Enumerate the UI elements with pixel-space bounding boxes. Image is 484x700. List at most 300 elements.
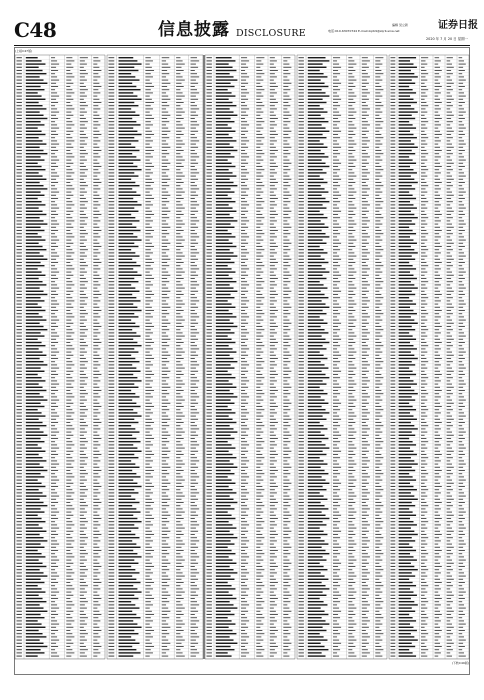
- table-cell-text: [299, 179, 304, 180]
- table-cell-text: [207, 137, 212, 138]
- table-cell-text: [241, 105, 247, 106]
- table-cell-text: [162, 169, 170, 170]
- table-cell-text: [145, 332, 153, 333]
- table-cell-text: [66, 348, 74, 349]
- table-cell-text: [26, 588, 42, 589]
- table-cell-text: [333, 300, 337, 301]
- table-cell-text: [348, 377, 352, 378]
- table-cell-text: [176, 403, 181, 404]
- table-cell-text: [256, 451, 260, 452]
- table-cell-text: [26, 76, 40, 77]
- table-cell-text: [80, 457, 88, 458]
- table-cell-text: [145, 134, 154, 135]
- table-cell-text: [207, 300, 212, 301]
- table-cell-text: [216, 371, 228, 372]
- table-cell-text: [256, 444, 261, 445]
- table-cell-text: [270, 432, 274, 433]
- table-cell-text: [362, 272, 367, 273]
- table-cell-text: [241, 137, 247, 138]
- table-cell-text: [207, 140, 212, 141]
- table-cell-text: [216, 380, 229, 381]
- table-cell-text: [216, 297, 235, 298]
- table-cell-text: [162, 364, 166, 365]
- table-cell-text: [51, 371, 56, 372]
- table-cell-text: [66, 249, 72, 250]
- table-cell-text: [93, 569, 98, 570]
- table-cell-text: [333, 112, 339, 113]
- table-cell-text: [93, 579, 99, 580]
- table-cell-text: [191, 310, 195, 311]
- table-cell-text: [176, 649, 180, 650]
- table-cell-text: [109, 259, 115, 260]
- table-cell-text: [308, 131, 330, 132]
- table-cell-text: [216, 246, 237, 247]
- table-cell-text: [145, 297, 150, 298]
- table-cell-text: [17, 179, 22, 180]
- table-cell-text: [308, 268, 326, 269]
- table-cell-text: [176, 345, 180, 346]
- table-cell-text: [66, 272, 71, 273]
- table-cell-text: [51, 451, 56, 452]
- table-cell-text: [308, 121, 329, 122]
- table-cell-text: [93, 201, 98, 202]
- table-cell-text: [119, 118, 133, 119]
- table-cell-text: [283, 374, 288, 375]
- table-cell-text: [93, 598, 101, 599]
- table-cell-text: [362, 380, 370, 381]
- table-cell-text: [162, 387, 171, 388]
- table-cell-text: [308, 60, 330, 61]
- table-cell-text: [109, 371, 115, 372]
- table-cell-text: [119, 364, 133, 365]
- table-cell-text: [333, 128, 339, 129]
- table-cell-text: [270, 374, 278, 375]
- table-cell-text: [119, 156, 137, 157]
- table-cell-text: [145, 195, 151, 196]
- table-cell-text: [26, 204, 46, 205]
- table-cell-text: [66, 595, 73, 596]
- table-cell-text: [207, 441, 212, 442]
- table-cell-text: [216, 579, 235, 580]
- table-cell-text: [333, 438, 338, 439]
- table-cell-text: [93, 134, 101, 135]
- table-cell-text: [256, 70, 262, 71]
- table-cell-text: [270, 454, 278, 455]
- table-cell-text: [333, 393, 340, 394]
- table-cell-text: [119, 620, 134, 621]
- table-cell-text: [145, 345, 150, 346]
- table-cell-text: [17, 403, 22, 404]
- table-cell-text: [93, 288, 97, 289]
- table-cell-text: [191, 489, 197, 490]
- table-cell-text: [17, 70, 22, 71]
- table-cell-text: [176, 124, 182, 125]
- table-cell-text: [256, 240, 263, 241]
- table-cell-text: [283, 300, 287, 301]
- table-cell-text: [93, 73, 98, 74]
- table-cell-text: [162, 451, 171, 452]
- table-cell-text: [241, 67, 248, 68]
- table-cell-text: [283, 99, 291, 100]
- table-cell-text: [109, 416, 115, 417]
- table-cell-text: [176, 259, 181, 260]
- table-cell-text: [17, 252, 22, 253]
- table-cell-text: [145, 358, 154, 359]
- table-cell-text: [93, 137, 98, 138]
- table-cell-text: [162, 400, 168, 401]
- table-cell-text: [176, 297, 180, 298]
- table-cell-text: [51, 617, 55, 618]
- table-cell-text: [51, 144, 59, 145]
- table-cell-text: [17, 300, 22, 301]
- table-cell-text: [216, 412, 236, 413]
- table-cell-text: [17, 192, 22, 193]
- table-cell-text: [241, 371, 248, 372]
- table-cell-text: [80, 531, 84, 532]
- table-cell-text: [362, 518, 366, 519]
- table-cell-text: [283, 64, 289, 65]
- table-cell-text: [299, 508, 304, 509]
- table-cell-text: [216, 92, 232, 93]
- table-cell-text: [119, 617, 141, 618]
- table-cell-text: [299, 67, 304, 68]
- table-cell-text: [162, 307, 171, 308]
- table-cell-text: [119, 73, 132, 74]
- table-cell-text: [26, 111, 40, 112]
- table-cell-text: [362, 217, 368, 218]
- table-cell-text: [375, 384, 382, 385]
- table-cell-text: [93, 188, 100, 189]
- table-cell-text: [162, 476, 166, 477]
- table-cell-text: [256, 611, 260, 612]
- table-cell-text: [256, 643, 260, 644]
- table-cell-text: [241, 633, 247, 634]
- table-cell-text: [93, 518, 101, 519]
- table-cell-text: [80, 598, 86, 599]
- table-cell-text: [66, 211, 73, 212]
- table-cell-text: [162, 342, 167, 343]
- table-cell-text: [333, 192, 339, 193]
- table-cell-text: [333, 121, 340, 122]
- table-cell-text: [51, 217, 55, 218]
- table-cell-text: [162, 147, 171, 148]
- table-cell-text: [162, 409, 170, 410]
- table-cell-text: [66, 118, 70, 119]
- table-cell-text: [162, 457, 170, 458]
- table-cell-text: [216, 406, 228, 407]
- table-cell-text: [256, 505, 264, 506]
- table-cell-text: [333, 233, 340, 234]
- table-cell-text: [93, 336, 97, 337]
- table-cell-text: [207, 502, 212, 503]
- table-cell-text: [26, 572, 44, 573]
- table-cell-text: [51, 195, 56, 196]
- table-cell-text: [109, 224, 115, 225]
- table-cell-text: [93, 400, 97, 401]
- table-cell-text: [26, 166, 42, 167]
- table-cell-text: [207, 652, 212, 653]
- table-cell-text: [119, 121, 137, 122]
- table-cell-text: [216, 364, 231, 365]
- table-cell-text: [308, 383, 327, 384]
- table-cell-text: [176, 361, 180, 362]
- table-cell-text: [93, 112, 97, 113]
- table-cell-text: [51, 377, 55, 378]
- table-cell-text: [270, 316, 277, 317]
- table-cell-text: [17, 515, 22, 516]
- table-cell-text: [375, 185, 383, 186]
- table-cell-text: [299, 419, 304, 420]
- table-cell-text: [270, 89, 275, 90]
- table-cell-text: [283, 480, 289, 481]
- table-cell-text: [51, 614, 58, 615]
- table-cell-text: [162, 598, 167, 599]
- table-cell-text: [93, 505, 98, 506]
- table-cell-text: [17, 134, 22, 135]
- table-cell-text: [256, 572, 261, 573]
- table-cell-text: [93, 89, 98, 90]
- table-cell-text: [162, 640, 168, 641]
- table-cell-text: [333, 323, 341, 324]
- table-cell-text: [362, 64, 367, 65]
- table-cell-text: [26, 444, 38, 445]
- table-cell-text: [93, 60, 100, 61]
- table-cell-text: [348, 502, 355, 503]
- table-cell-text: [191, 601, 197, 602]
- table-cell-text: [270, 444, 277, 445]
- table-cell-text: [66, 73, 72, 74]
- table-cell-text: [348, 505, 352, 506]
- table-cell-text: [362, 390, 366, 391]
- table-cell-text: [362, 371, 369, 372]
- table-cell-text: [119, 649, 137, 650]
- table-cell-text: [145, 467, 151, 468]
- table-cell-text: [17, 502, 22, 503]
- table-cell-text: [333, 435, 341, 436]
- table-cell-text: [109, 595, 115, 596]
- table-cell-text: [26, 540, 48, 541]
- table-cell-text: [207, 201, 212, 202]
- table-cell-text: [51, 192, 59, 193]
- table-cell-text: [308, 275, 323, 276]
- table-cell-text: [283, 112, 289, 113]
- table-cell-text: [256, 441, 264, 442]
- table-cell-text: [176, 275, 181, 276]
- table-cell-text: [283, 291, 291, 292]
- table-cell-text: [207, 454, 212, 455]
- table-cell-text: [17, 448, 22, 449]
- table-cell-text: [375, 336, 382, 337]
- table-cell-text: [333, 131, 341, 132]
- table-cell-text: [93, 515, 99, 516]
- table-cell-text: [216, 217, 234, 218]
- table-cell-text: [119, 99, 142, 100]
- table-cell-text: [145, 230, 154, 231]
- table-cell-text: [375, 467, 379, 468]
- table-cell-text: [216, 172, 233, 173]
- table-cell-text: [162, 464, 168, 465]
- table-cell-text: [17, 294, 22, 295]
- table-cell-text: [308, 335, 322, 336]
- table-cell-text: [51, 608, 59, 609]
- table-cell-text: [216, 643, 238, 644]
- table-cell-text: [308, 358, 328, 359]
- table-cell-text: [348, 454, 355, 455]
- table-cell-text: [333, 204, 337, 205]
- table-cell-text: [26, 569, 40, 570]
- table-cell-text: [93, 636, 100, 637]
- table-cell-text: [119, 521, 142, 522]
- table-cell-text: [299, 153, 304, 154]
- table-cell-text: [66, 604, 74, 605]
- table-cell-text: [362, 307, 369, 308]
- table-cell-text: [216, 204, 229, 205]
- table-cell-text: [26, 108, 47, 109]
- table-cell-text: [299, 172, 304, 173]
- table-cell-text: [80, 118, 86, 119]
- table-cell-text: [299, 112, 304, 113]
- table-cell-text: [362, 297, 368, 298]
- table-cell-text: [299, 144, 304, 145]
- table-cell-text: [17, 384, 22, 385]
- table-cell-text: [375, 204, 380, 205]
- table-cell-text: [283, 236, 287, 237]
- table-cell-text: [176, 166, 184, 167]
- table-cell-text: [308, 195, 322, 196]
- table-cell-text: [256, 432, 263, 433]
- table-cell-text: [93, 595, 99, 596]
- table-cell-text: [270, 505, 275, 506]
- table-cell-text: [26, 355, 47, 356]
- table-cell-text: [26, 380, 46, 381]
- table-cell-text: [256, 169, 264, 170]
- table-cell-text: [191, 230, 195, 231]
- table-cell-text: [93, 614, 101, 615]
- table-cell-text: [270, 224, 274, 225]
- table-cell-text: [299, 275, 304, 276]
- table-cell-text: [17, 259, 22, 260]
- table-cell-text: [270, 217, 275, 218]
- table-cell-text: [80, 432, 87, 433]
- table-cell-text: [241, 99, 248, 100]
- table-cell-text: [308, 271, 330, 272]
- table-cell-text: [191, 406, 195, 407]
- table-cell-text: [93, 108, 100, 109]
- table-cell-text: [66, 361, 72, 362]
- table-cell-text: [176, 70, 184, 71]
- table-cell-text: [216, 351, 237, 352]
- table-cell-text: [119, 374, 134, 375]
- table-cell-text: [362, 316, 370, 317]
- table-cell-text: [207, 444, 212, 445]
- table-cell-text: [109, 195, 115, 196]
- table-cell-text: [119, 166, 138, 167]
- table-cell-text: [145, 211, 151, 212]
- table-cell-text: [80, 438, 86, 439]
- table-cell-text: [207, 560, 212, 561]
- table-cell-text: [207, 224, 212, 225]
- table-cell-text: [80, 496, 87, 497]
- table-cell-text: [119, 191, 137, 192]
- table-cell-text: [333, 288, 339, 289]
- table-cell-text: [216, 521, 229, 522]
- table-cell-text: [207, 227, 212, 228]
- table-cell-text: [299, 233, 304, 234]
- table-cell-text: [256, 176, 263, 177]
- table-cell-text: [362, 348, 370, 349]
- table-cell-text: [162, 540, 166, 541]
- table-cell-text: [207, 313, 212, 314]
- table-cell-text: [283, 560, 289, 561]
- table-cell-text: [109, 518, 115, 519]
- table-cell-text: [283, 646, 288, 647]
- table-cell-text: [66, 150, 70, 151]
- table-cell-text: [308, 297, 329, 298]
- table-cell-text: [80, 332, 85, 333]
- table-cell-text: [119, 499, 136, 500]
- table-cell-text: [162, 118, 167, 119]
- table-cell-text: [17, 608, 22, 609]
- table-cell-text: [191, 496, 196, 497]
- table-cell-text: [93, 332, 100, 333]
- table-cell-text: [109, 105, 115, 106]
- table-cell-text: [348, 326, 355, 327]
- table-cell-text: [17, 304, 22, 305]
- table-cell-text: [270, 128, 274, 129]
- table-cell-text: [80, 220, 85, 221]
- table-cell-text: [26, 73, 47, 74]
- table-cell-text: [348, 144, 356, 145]
- table-cell-text: [66, 108, 74, 109]
- table-cell-text: [51, 348, 57, 349]
- table-cell-text: [216, 636, 230, 637]
- table-cell-text: [256, 297, 264, 298]
- table-cell-text: [375, 512, 382, 513]
- table-cell-text: [80, 227, 84, 228]
- table-cell-text: [17, 470, 22, 471]
- table-cell-text: [308, 105, 320, 106]
- table-cell-text: [283, 131, 291, 132]
- table-cell-text: [308, 188, 325, 189]
- table-cell-text: [348, 240, 356, 241]
- table-cell-text: [119, 652, 141, 653]
- table-cell-text: [362, 281, 368, 282]
- table-cell-text: [191, 233, 197, 234]
- table-cell-text: [66, 572, 74, 573]
- table-cell-text: [375, 121, 383, 122]
- table-cell-text: [191, 246, 195, 247]
- table-cell-text: [241, 451, 248, 452]
- table-cell-text: [207, 329, 212, 330]
- table-cell-text: [191, 409, 197, 410]
- table-cell-text: [362, 483, 369, 484]
- table-cell-text: [216, 175, 237, 176]
- table-cell-text: [256, 89, 264, 90]
- table-cell-text: [333, 460, 337, 461]
- table-cell-text: [93, 585, 98, 586]
- table-cell-text: [93, 140, 100, 141]
- table-cell-text: [119, 387, 139, 388]
- table-cell-text: [80, 249, 88, 250]
- table-cell-text: [299, 169, 304, 170]
- table-cell-text: [176, 262, 184, 263]
- table-cell-text: [17, 268, 22, 269]
- table-cell-text: [93, 153, 98, 154]
- table-cell-text: [109, 451, 115, 452]
- table-cell-text: [109, 531, 115, 532]
- table-cell-text: [241, 220, 249, 221]
- table-cell-text: [26, 358, 40, 359]
